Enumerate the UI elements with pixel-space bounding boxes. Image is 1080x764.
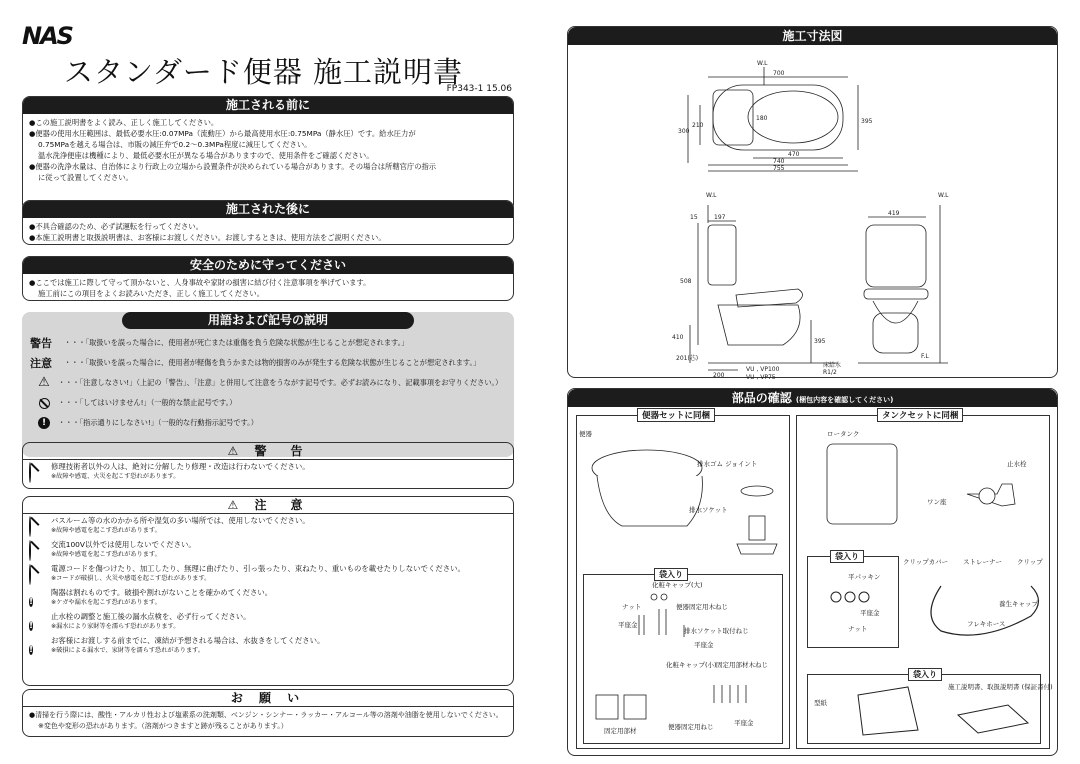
bag-heading: 袋入り [654, 568, 688, 581]
document-number: FP343-1 15.06 [446, 84, 512, 94]
top-view-drawing [688, 67, 858, 171]
parts-heading: 部品の確認 [731, 391, 792, 405]
bag-item-label: 平座金 [618, 621, 638, 629]
text-line: 施工前にこの項目をよくお読みいただき、正しく施工してください。 [38, 289, 264, 298]
warning-triangle-icon: ⚠ [38, 375, 50, 390]
dimension-drawing [568, 45, 1057, 381]
section-heading: 用語および記号の説明 [122, 312, 414, 329]
caution-item [23, 514, 513, 538]
bag-item-label: 平座金 [734, 719, 754, 727]
prohibited-icon [29, 540, 31, 561]
section-heading [568, 389, 1057, 407]
prohibited-icon [39, 398, 50, 409]
term-key: 注意 [30, 357, 52, 370]
text-line: ●本施工説明書と取扱説明書は、お客様にお渡しください。お渡しするときは、使用方法をご説明ください。 [29, 233, 386, 242]
bag-item-label: 固定用部材木ねじ [716, 661, 768, 669]
dim-470: 470 [788, 151, 800, 158]
caution-item [23, 610, 513, 634]
term-row-attention [30, 373, 506, 393]
term-text: ・・・「指示通りにしなさい!」（一般的な行動指示記号です。） [58, 418, 258, 427]
tank-bag2-box [807, 670, 1053, 744]
dim-side-395: 395 [814, 338, 826, 345]
dim-200: 200 [713, 372, 725, 379]
text-line: 0.75MPaを越える場合は、市販の減圧弁で0.2〜0.3MPa程度に減圧してください。 [38, 140, 312, 149]
section-warning [22, 442, 514, 489]
section-heading: ⚠ 注 意 [23, 497, 513, 514]
section-heading: 施工される前に [23, 97, 513, 114]
dim-side-wl: W.L [706, 192, 717, 199]
text-line: ●清掃を行う際には、酸性・アルカリ性および塩素系の洗剤類、ベンジン・シンナー・ラッカー・アルコール等の溶剤や油脂を使用しないでください。 [29, 711, 503, 719]
bag-item-label: 型紙 [814, 699, 827, 707]
tank-set-drawing [797, 424, 1049, 554]
dim-395: 395 [861, 118, 873, 125]
thread-size-label: R1/2 [823, 369, 837, 376]
dim-300: 300 [678, 128, 690, 135]
item-note: ※故障や感電を起こす恐れがあります。 [51, 551, 161, 558]
section-heading: 施工寸法図 [568, 27, 1057, 45]
dim-410: 410 [672, 334, 684, 341]
dim-180: 180 [756, 115, 768, 122]
term-key: 警告 [30, 337, 52, 350]
brand-logo: NAS [22, 22, 72, 50]
section-before-install [22, 96, 514, 212]
tank-bag1-box [807, 552, 899, 648]
gasket-label: 排水ゴム ジョイント [697, 460, 758, 468]
bag-item-label: 平パッキン [848, 573, 881, 581]
bag-item-label: 排水ソケット取付ねじ [684, 627, 749, 635]
extra-label: クリップカバー [903, 558, 949, 566]
bag-item-label: ナット [622, 603, 642, 611]
section-heading: ⚠ 警 告 [23, 443, 513, 460]
section-terms [22, 312, 514, 457]
caution-item [23, 562, 513, 586]
tank-label: ロータンク [827, 430, 860, 438]
item-text: 電源コードを傷つけたり、加工したり、無理に曲げたり、引っ張ったり、束ねたり、重いものを載せたりしないでください。 [51, 564, 465, 573]
caution-item [23, 586, 513, 610]
side-view-drawing [690, 205, 838, 370]
subbox-heading: 便器セットに同梱 [637, 408, 715, 422]
bowl-bag-drawing [584, 575, 782, 741]
dim-15: 15 [690, 214, 698, 221]
section-heading: 安全のために守ってください [23, 257, 513, 274]
hose-drawing [901, 556, 1051, 648]
section-heading: お 願 い [23, 690, 513, 707]
bag-heading: 袋入り [830, 550, 864, 563]
extra-label: フレキホース [967, 620, 1006, 628]
item-text: 修理技術者以外の人は、絶対に分解したり修理・改造は行わないでください。 [51, 462, 310, 471]
bowl-label: 便器 [579, 430, 592, 438]
tank-set-box [796, 411, 1053, 749]
dim-197: 197 [714, 214, 726, 221]
tank-bag2-drawing [808, 675, 1053, 743]
bag-item-label: 固定用部材 [604, 727, 637, 735]
item-text: 交流100V以外では使用しないでください。 [51, 540, 196, 549]
item-text: バスルーム等の水のかかる所や湿気の多い場所では、使用しないでください。 [51, 516, 310, 525]
bag-item-label: 化粧キャップ(大) [652, 581, 703, 589]
pipe-spec-1: VU , VP75 [746, 374, 776, 381]
bag-item-label: 便器固定用木ねじ [676, 603, 728, 611]
socket-label: 排水ソケット [689, 506, 728, 514]
caution-item [23, 634, 513, 658]
dim-201: 201(芯) [676, 355, 699, 362]
bowl-set-drawing [577, 426, 789, 566]
dim-wl: W.L [757, 60, 768, 67]
item-note: ※破損による漏水で、家財等を濡らす恐れがあります。 [51, 647, 205, 654]
warning-item [23, 460, 513, 484]
section-safety [22, 256, 514, 301]
front-view-drawing [858, 205, 948, 363]
floor-supply-label: 床給水 [823, 362, 842, 369]
section-after-install [22, 200, 514, 245]
term-row-warning [30, 333, 506, 353]
term-text: ・・・「してはいけません!」（一般的な禁止記号です。） [58, 398, 237, 407]
section-caution [22, 496, 514, 686]
text-line: に従って設置してください。 [38, 173, 133, 182]
page-title: スタンダード便器 施工説明書 [64, 55, 464, 89]
item-text: 止水栓の調整と施工後の漏水点検を、必ず行ってください。 [51, 612, 251, 621]
section-dimensions [567, 26, 1058, 381]
bag-item-label: 化粧キャップ(小) [666, 661, 717, 669]
dim-508: 508 [680, 278, 692, 285]
prohibited-icon [29, 564, 31, 585]
section-request [22, 689, 514, 737]
bag-item-label: 施工説明書、取扱説明書 (保証書付) [948, 683, 1053, 691]
item-note: ※漏水により家財等を濡らす恐れがあります。 [51, 623, 180, 630]
dim-fl: F.L [921, 353, 929, 360]
mandatory-icon: ! [29, 597, 34, 607]
bowl-set-box [576, 411, 790, 749]
text-line: ●便器の洗浄水量は、自治体により行政上の立場から設置条件が決められている場合があります。その場合は所轄官庁の指示 [29, 162, 437, 171]
mandatory-icon: ! [29, 645, 34, 655]
dim-front-wl: W.L [938, 192, 949, 199]
term-text: ・・・「注意しなさい!」（上記の「警告」、「注意」と併用して注意をうながす記号です。必ずお読みになり、記載事項をお守りください。） [58, 378, 503, 387]
item-note: ※故障や感電、火災を起こす恐れがあります。 [51, 473, 180, 480]
item-note: ※故障や感電を起こす恐れがあります。 [51, 527, 161, 534]
dim-419: 419 [888, 210, 900, 217]
text-line: ●不具合確認のため、必ず試運転を行ってください。 [29, 222, 203, 231]
mandatory-icon: ! [38, 417, 50, 429]
prohibited-icon [29, 462, 31, 483]
dim-740: 740 [773, 158, 785, 165]
bag-item-label: 便器固定用ねじ [668, 723, 714, 731]
bag-heading: 袋入り [908, 668, 942, 681]
parts-note: (梱包内容を確認してください) [795, 396, 894, 404]
term-row-prohibited [30, 393, 506, 413]
text-line: ●この施工説明書をよく読み、正しく施工してください。 [29, 118, 219, 127]
bag-item-label: ナット [848, 625, 868, 633]
item-text: 陶器は割れものです。破損や割れがないことを確かめてください。 [51, 588, 273, 597]
tank-bag1-drawing [808, 557, 898, 647]
item-text: お客様にお渡しする前までに、凍結が予想される場合は、水抜きをしてください。 [51, 636, 325, 645]
extra-label: クリップ [1017, 558, 1043, 566]
dim-210: 210 [692, 122, 704, 129]
text-line: 温水洗浄便座は機種により、最低必要水圧が異なる場合がありますので、使用条件をご確認ください。 [38, 151, 374, 160]
term-row-caution [30, 353, 506, 373]
bowl-bag-box [583, 570, 783, 744]
section-heading: 施工された後に [23, 201, 513, 218]
term-text: ・・・「取扱いを誤った場合に、使用者が死亡または重傷を負う危険な状態が生じることが想定されます。」 [64, 338, 409, 347]
pipe-spec-2: VU , VP100 [746, 366, 780, 373]
text-line: ●ここでは施工に際して守って頂かないと、人身事故や家財の損害に結び付く注意事項を挙げています。 [29, 278, 371, 287]
text-line: ※変色や変形の恐れがあります。（溶剤がつきますと跡が残ることがあります。） [38, 722, 288, 730]
mandatory-icon: ! [29, 621, 34, 631]
valve-label: 止水栓 [1007, 460, 1027, 468]
bag-item-label: 平座金 [694, 641, 714, 649]
dim-700: 700 [773, 70, 785, 77]
term-row-mandatory [30, 413, 506, 433]
washer-label: ワン座 [927, 498, 947, 506]
prohibited-icon [29, 516, 31, 537]
text-line: ●便器の使用水圧範囲は、最低必要水圧:0.07MPa（流動圧）から最高使用水圧:0.75MPa（静水圧）です。給水圧力が [29, 129, 416, 138]
item-note: ※ケガや漏水を起こす恐れがあります。 [51, 599, 161, 606]
caution-item [23, 538, 513, 562]
dim-755: 755 [773, 165, 785, 172]
bag-item-label: 平座金 [860, 609, 880, 617]
term-text: ・・・「取扱いを誤った場合に、使用者が軽傷を負うかまたは物的損害のみが発生する危険な状態が生じることが想定されます。」 [64, 358, 481, 367]
section-parts [567, 388, 1058, 756]
extra-label: ストレーナー [963, 558, 1002, 566]
item-note: ※コードが破損し、火災や感電を起こす恐れがあります。 [51, 575, 211, 582]
extra-label: 養生キャップ [999, 600, 1038, 608]
subbox-heading: タンクセットに同梱 [877, 408, 963, 422]
